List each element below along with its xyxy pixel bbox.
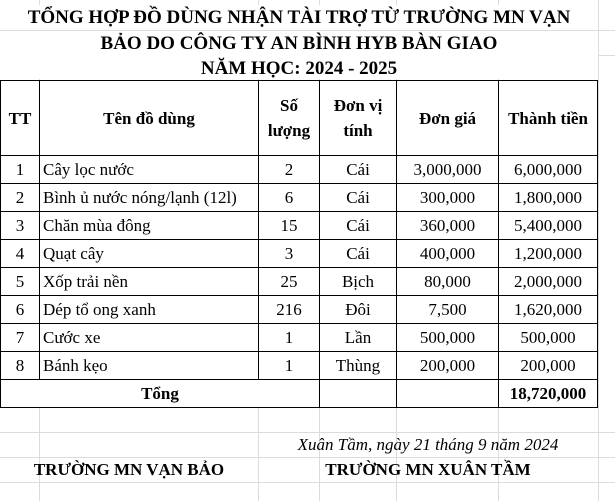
table-row: [1, 324, 598, 352]
grand-total: 18,720,000: [499, 380, 598, 408]
cell-unit: Lần: [320, 324, 397, 352]
cell-price: 300,000: [397, 184, 499, 212]
cell-unit: Cái: [320, 184, 397, 212]
header-unit-line1: Đơn vị: [333, 96, 383, 115]
title-line-2: BẢO DO CÔNG TY AN BÌNH HYB BÀN GIAO: [0, 31, 598, 56]
table-row: [1, 156, 598, 184]
cell-price: 80,000: [397, 268, 499, 296]
cell-price: 3,000,000: [397, 156, 499, 184]
header-unit: [320, 81, 397, 156]
cell-total: 200,000: [499, 352, 598, 380]
gridline: [598, 0, 599, 501]
header-total: Thành tiền: [499, 81, 598, 156]
cell-price: 7,500: [397, 296, 499, 324]
cell-price: 400,000: [397, 240, 499, 268]
cell-total: 2,000,000: [499, 268, 598, 296]
cell-tt: 8: [1, 352, 40, 380]
header-row: [1, 81, 598, 156]
total-empty-price: [397, 380, 499, 408]
left-signature-label: TRƯỜNG MN VẠN BẢO: [33, 460, 225, 479]
cell-name: Xốp trải nền: [40, 268, 259, 296]
cell-unit: Cái: [320, 212, 397, 240]
total-empty-unit: [320, 380, 397, 408]
cell-total: 1,620,000: [499, 296, 598, 324]
table-row: [1, 268, 598, 296]
cell-qty: 6: [259, 184, 320, 212]
cell-name: Cây lọc nước: [40, 156, 259, 184]
total-row: [1, 380, 598, 408]
cell-name: Dép tổ ong xanh: [40, 296, 259, 324]
cell-total: 5,400,000: [499, 212, 598, 240]
table-row: [1, 212, 598, 240]
gridline: [0, 482, 615, 483]
cell-name: Bánh kẹo: [40, 352, 259, 380]
cell-name: Chăn mùa đông: [40, 212, 259, 240]
table-row: [1, 352, 598, 380]
cell-qty: 2: [259, 156, 320, 184]
total-label: Tổng: [1, 380, 320, 408]
header-qty-line1: Số: [280, 96, 298, 115]
header-tt: TT: [1, 81, 40, 156]
cell-name: Quạt cây: [40, 240, 259, 268]
cell-qty: 1: [259, 324, 320, 352]
cell-tt: 7: [1, 324, 40, 352]
header-price: Đơn giá: [397, 81, 499, 156]
table-row: [1, 240, 598, 268]
cell-tt: 2: [1, 184, 40, 212]
cell-qty: 3: [259, 240, 320, 268]
cell-unit: Đôi: [320, 296, 397, 324]
cell-tt: 3: [1, 212, 40, 240]
cell-qty: 1: [259, 352, 320, 380]
cell-tt: 1: [1, 156, 40, 184]
cell-qty: 15: [259, 212, 320, 240]
header-qty: [259, 81, 320, 156]
cell-unit: Bịch: [320, 268, 397, 296]
signing-date: Xuân Tầm, ngày 21 tháng 9 năm 2024: [297, 435, 559, 454]
cell-name: Cước xe: [40, 324, 259, 352]
cell-price: 500,000: [397, 324, 499, 352]
cell-unit: Cái: [320, 156, 397, 184]
cell-tt: 6: [1, 296, 40, 324]
cell-price: 360,000: [397, 212, 499, 240]
donation-table: [0, 80, 598, 408]
title-line-3: NĂM HỌC: 2024 - 2025: [0, 56, 598, 79]
cell-unit: Thùng: [320, 352, 397, 380]
cell-total: 1,200,000: [499, 240, 598, 268]
header-name: Tên đồ dùng: [40, 81, 259, 156]
cell-tt: 5: [1, 268, 40, 296]
table-row: [1, 296, 598, 324]
cell-unit: Cái: [320, 240, 397, 268]
cell-total: 6,000,000: [499, 156, 598, 184]
cell-qty: 216: [259, 296, 320, 324]
header-qty-line2: lượng: [267, 121, 311, 140]
cell-name: Bình ủ nước nóng/lạnh (12l): [40, 184, 259, 212]
header-unit-line2: tính: [343, 121, 373, 140]
right-signature-label: TRƯỜNG MN XUÂN TẦM: [325, 460, 531, 479]
table-row: [1, 184, 598, 212]
cell-qty: 25: [259, 268, 320, 296]
cell-tt: 4: [1, 240, 40, 268]
cell-total: 500,000: [499, 324, 598, 352]
title-line-1: TỔNG HỢP ĐỒ DÙNG NHẬN TÀI TRỢ TỪ TRƯỜNG MN VẠN: [0, 5, 598, 30]
cell-price: 200,000: [397, 352, 499, 380]
cell-total: 1,800,000: [499, 184, 598, 212]
